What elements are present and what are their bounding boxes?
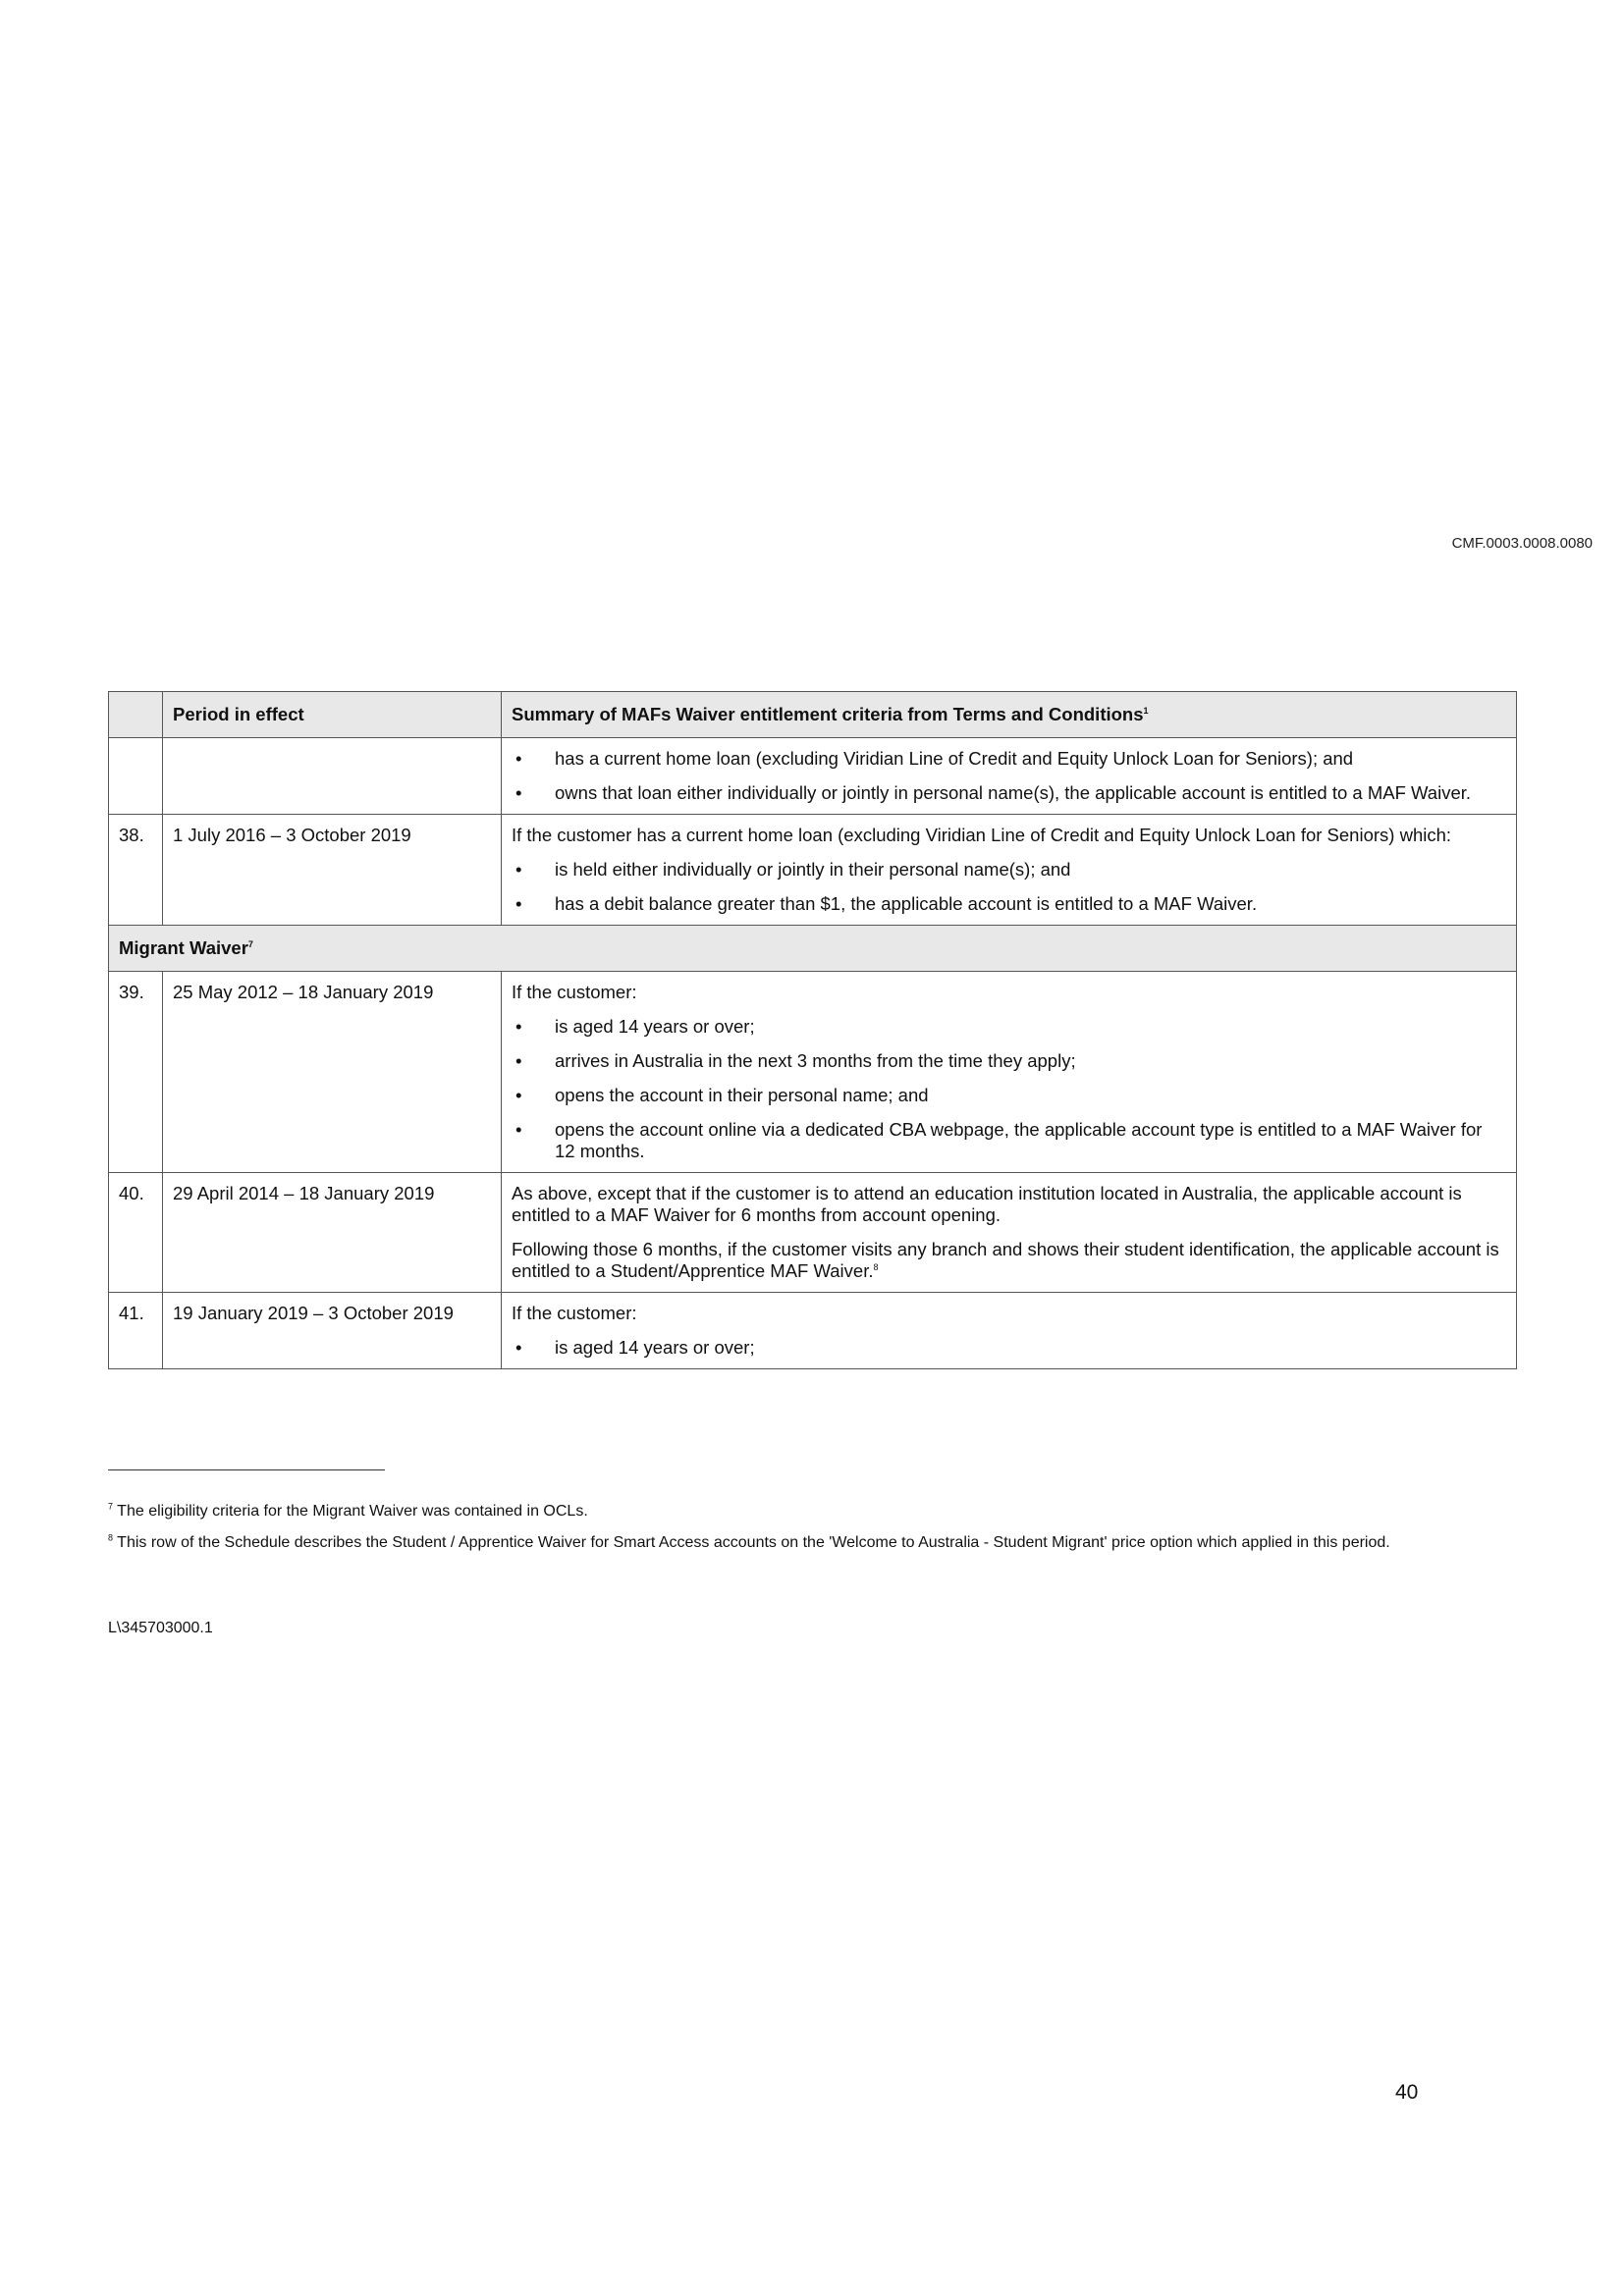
bullet-text: owns that loan either individually or jointly in personal name(s), the applicable account is entitled to a MAF Waiver. [555,782,1472,803]
page-number: 40 [1395,2081,1419,2104]
header-period: Period in effect [163,692,502,738]
cell-period [163,738,502,815]
cell-summary [502,972,1517,1173]
bullet-list [512,1337,1506,1359]
cell-number: 41. [109,1293,163,1369]
bullet-list [512,748,1506,804]
footnote-text: This row of the Schedule describes the Student / Apprentice Waiver for Smart Access accounts on the 'Welcome to Australia - Student Migrant' price option which applied in this period. [117,1534,1390,1551]
list-item [512,1050,1506,1072]
document-reference: CMF.0003.0008.0080 [1451,535,1593,552]
footnote-8 [108,1533,1483,1553]
bullet-list [512,1016,1506,1162]
bullet-text: is held either individually or jointly in their personal name(s); and [555,859,1071,880]
summary-intro: If the customer: [512,1303,637,1323]
cell-summary [502,815,1517,926]
cell-number: 39. [109,972,163,1173]
bullet-text: is aged 14 years or over; [555,1337,755,1358]
bullet-text: opens the account in their personal name; and [555,1085,929,1105]
table-row-39 [109,972,1517,1173]
cell-period: 25 May 2012 – 18 January 2019 [163,972,502,1173]
header-summary [502,692,1517,738]
bullet-icon: • [515,782,522,803]
bullet-icon: • [515,748,522,769]
list-item [512,1085,1506,1106]
footnotes [108,1502,1483,1565]
bullet-text: is aged 14 years or over; [555,1016,755,1037]
document-id: L\345703000.1 [108,1620,213,1636]
table-row-continuation [109,738,1517,815]
section-row-migrant-waiver [109,926,1517,972]
cell-period: 1 July 2016 – 3 October 2019 [163,815,502,926]
section-title [109,926,1517,972]
bullet-list [512,859,1506,915]
footnote-divider [108,1469,385,1470]
cell-number: 40. [109,1173,163,1293]
schedule-table [108,691,1517,1369]
cell-period: 19 January 2019 – 3 October 2019 [163,1293,502,1369]
bullet-icon: • [515,1050,522,1071]
footnote-mark: 8 [108,1532,114,1543]
bullet-text: has a current home loan (excluding Viridian Line of Credit and Equity Unlock Loan for Seniors); and [555,748,1354,769]
bullet-icon: • [515,1016,522,1037]
list-item [512,1016,1506,1038]
list-item [512,748,1506,770]
footnote-text: The eligibility criteria for the Migrant Waiver was contained in OCLs. [117,1503,588,1520]
summary-intro: If the customer has a current home loan (excluding Viridian Line of Credit and Equity Unlock Loan for Seniors) which: [512,825,1452,845]
footnote-ref: 1 [1143,705,1149,716]
cell-number: 38. [109,815,163,926]
list-item [512,782,1506,804]
cell-summary [502,738,1517,815]
cell-period: 29 April 2014 – 18 January 2019 [163,1173,502,1293]
bullet-icon: • [515,1085,522,1105]
bullet-icon: • [515,893,522,914]
cell-summary [502,1173,1517,1293]
summary-intro: If the customer: [512,982,637,1002]
bullet-icon: • [515,1119,522,1140]
footnote-7 [108,1502,1483,1522]
header-number [109,692,163,738]
summary-paragraph-text: Following those 6 months, if the customer visits any branch and shows their student identification, the applicable account is entitled to a Student/Apprentice MAF Waiver. [512,1239,1499,1281]
bullet-icon: • [515,1337,522,1358]
list-item [512,1337,1506,1359]
footnote-mark: 7 [108,1501,114,1512]
bullet-text: arrives in Australia in the next 3 months from the time they apply; [555,1050,1076,1071]
table-header-row [109,692,1517,738]
list-item [512,893,1506,915]
bullet-text: has a debit balance greater than $1, the applicable account is entitled to a MAF Waiver. [555,893,1258,914]
summary-paragraph [512,1239,1506,1282]
section-title-text: Migrant Waiver [119,937,248,958]
summary-paragraph: As above, except that if the customer is to attend an education institution located in Australia, the applicable account is entitled to a MAF Waiver for 6 months from account opening. [512,1183,1462,1225]
cell-summary [502,1293,1517,1369]
table-row-38 [109,815,1517,926]
table-row-40 [109,1173,1517,1293]
table-row-41 [109,1293,1517,1369]
cell-number [109,738,163,815]
bullet-text: opens the account online via a dedicated CBA webpage, the applicable account type is entitled to a MAF Waiver for 12 months. [555,1119,1483,1161]
list-item [512,859,1506,881]
header-summary-text: Summary of MAFs Waiver entitlement criteria from Terms and Conditions [512,704,1144,724]
footnote-ref: 8 [873,1261,879,1272]
list-item [512,1119,1506,1162]
bullet-icon: • [515,859,522,880]
footnote-ref: 7 [247,938,253,949]
